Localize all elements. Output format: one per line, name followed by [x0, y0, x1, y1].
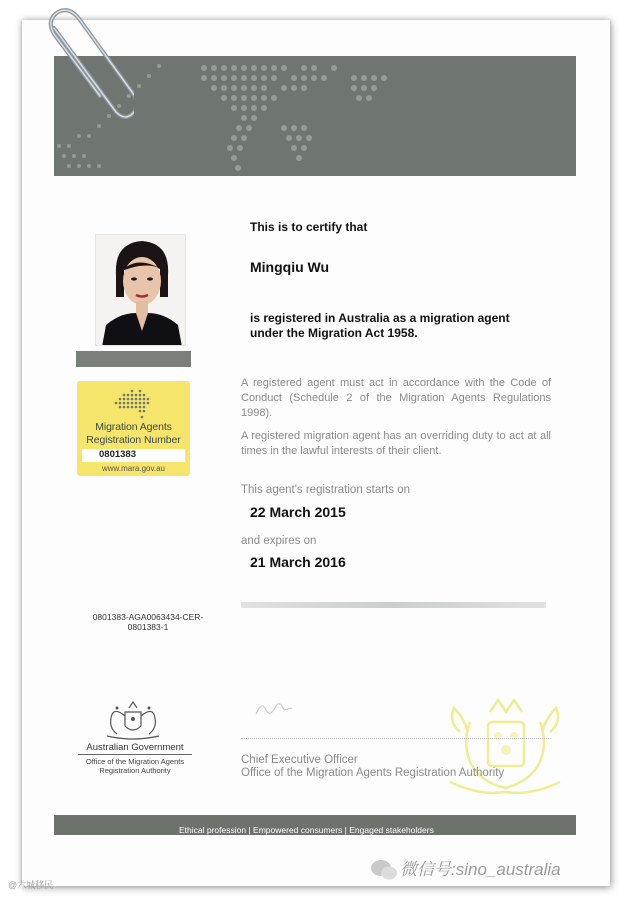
section-divider	[241, 602, 546, 608]
badge-title-line2: Registration Number	[86, 434, 181, 446]
registration-start-label: This agent's registration starts on	[241, 484, 411, 496]
government-office-line1: Office of the Migration Agents	[85, 757, 185, 766]
bottom-banner	[54, 815, 576, 835]
duty-paragraph: A registered migration agent has an overriding duty to act at all times in the lawful interests of their client.	[241, 430, 551, 457]
signature-mark	[250, 696, 310, 722]
certify-intro: This is to certify that	[250, 220, 368, 234]
registration-expiry-date: 21 March 2016	[250, 554, 346, 570]
badge-title-line1: Migration Agents	[95, 421, 172, 433]
mara-website: www.mara.gov.au	[102, 464, 165, 473]
registration-number-box	[82, 449, 185, 462]
agent-name: Mingqiu Wu	[250, 259, 330, 275]
signatory-title: Chief Executive Officer	[241, 754, 358, 766]
registration-expiry-label: and expires on	[241, 535, 317, 547]
signatory-office: Office of the Migration Agents Registration Authority	[241, 767, 505, 779]
wechat-watermark: 微信号:sino_australia	[400, 860, 561, 879]
government-rule	[78, 754, 192, 755]
mara-registration-badge	[77, 381, 190, 476]
weibo-watermark: @六城移民	[8, 880, 54, 890]
government-office-line2: Registration Authority	[99, 766, 171, 775]
wechat-icon	[370, 858, 398, 882]
signature-line	[241, 738, 551, 739]
agent-photo	[95, 234, 186, 346]
photo-caption-bar	[76, 351, 191, 367]
registration-start-date: 22 March 2015	[250, 504, 346, 520]
registration-number: 0801383	[99, 449, 136, 460]
code-of-conduct-paragraph: A registered agent must act in accordance with the Code of Conduct (Schedule 2 of the Migration Agents Regulations 1998).	[241, 377, 551, 419]
coat-of-arms-icon	[103, 700, 163, 740]
registration-statement-line2: under the Migration Act 1958.	[250, 326, 418, 340]
commonwealth-seal-watermark	[440, 692, 570, 802]
footer-motto: Ethical profession | Empowered consumers | Engaged stakeholders	[179, 825, 434, 835]
certificate-reference-code	[78, 612, 218, 632]
reference-code-line1: 0801383-AGA0063434-CER-	[92, 612, 204, 622]
paperclip-icon	[34, 0, 134, 120]
reference-code-line2: 0801383-1	[127, 622, 169, 632]
registration-statement-line1: is registered in Australia as a migration agent	[250, 311, 510, 325]
government-name: Australian Government	[86, 742, 184, 753]
australia-map-icon	[110, 385, 156, 419]
